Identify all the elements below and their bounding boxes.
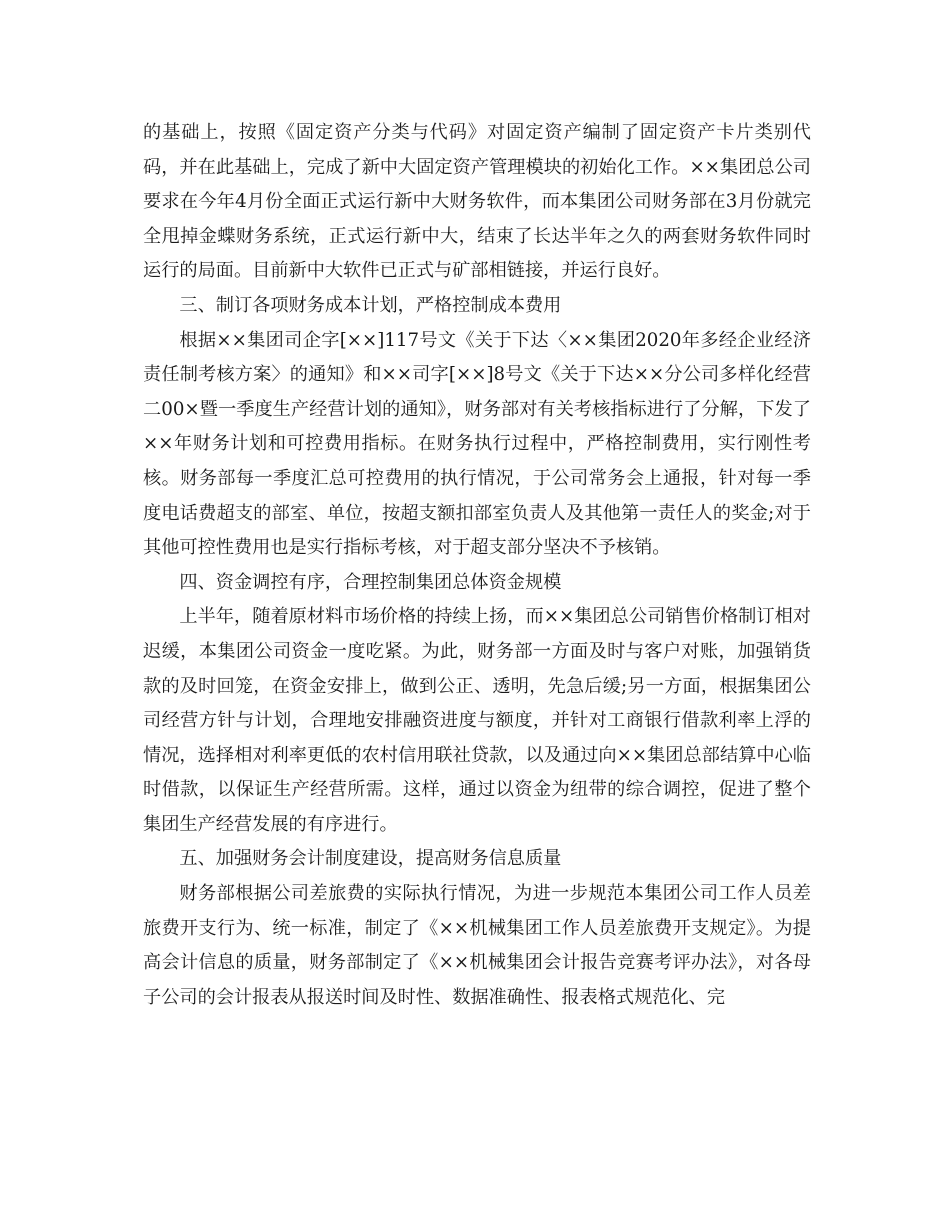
section-heading-4: 四、资金调控有序，合理控制集团总体资金规模: [179, 571, 562, 593]
section-heading-3: 三、制订各项财务成本计划，严格控制成本费用: [179, 294, 562, 316]
document-body: [143, 116, 811, 1015]
body-paragraph-cost-plan: 根据××集团司企字[××]117号文《关于下达〈××集团2020年多经企业经济责任制考核方案〉的通知》和××司字[××]8号文《关于下达××分公司多样化经营二00×暨一季度生产经营计划的通知》，财务部对有关考核指标进行了分解，下发了××年财务计划和可控费用指标。在财务执行过程中，严格控制费用，实行刚性考核。财务部每一季度汇总可控费用的执行情况，于公司常务会上通报，针对每一季度电话费超支的部室、单位，按超支额扣部室负责人及其他第一责任人的奖金;对于其他可控性费用也是实行指标考核，对于超支部分坚决不予核销。: [143, 329, 811, 559]
body-paragraph-accounting-system: 财务部根据公司差旅费的实际执行情况，为进一步规范本集团公司工作人员差旅费开支行为、统一标准，制定了《××机械集团工作人员差旅费开支规定》。为提高会计信息的质量，财务部制定了《××机械集团会计报告竞赛考评办法》，对各母子公司的会计报表从报送时间及时性、数据准确性、报表格式规范化、完: [143, 883, 811, 1008]
body-paragraph-continued: 的基础上，按照《固定资产分类与代码》对固定资产编制了固定资产卡片类别代码，并在此基础上，完成了新中大固定资产管理模块的初始化工作。××集团总公司要求在今年4月份全面正式运行新中大财务软件，而本集团公司财务部在3月份就完全甩掉金蝶财务系统，正式运行新中大，结束了长达半年之久的两套财务软件同时运行的局面。目前新中大软件已正式与矿部相链接，并运行良好。: [143, 122, 811, 282]
section-heading-5: 五、加强财务会计制度建设，提高财务信息质量: [179, 848, 562, 870]
body-paragraph-fund-control: 上半年，随着原材料市场价格的持续上扬，而××集团总公司销售价格制订相对迟缓，本集团公司资金一度吃紧。为此，财务部一方面及时与客户对账，加强销货款的及时回笼，在资金安排上，做到公正、透明，先急后缓;另一方面，根据集团公司经营方针与计划，合理地安排融资进度与额度，并针对工商银行借款利率上浮的情况，选择相对利率更低的农村信用联社贷款，以及通过向××集团总部结算中心临时借款，以保证生产经营所需。这样，通过以资金为纽带的综合调控，促进了整个集团生产经营发展的有序进行。: [143, 606, 811, 835]
